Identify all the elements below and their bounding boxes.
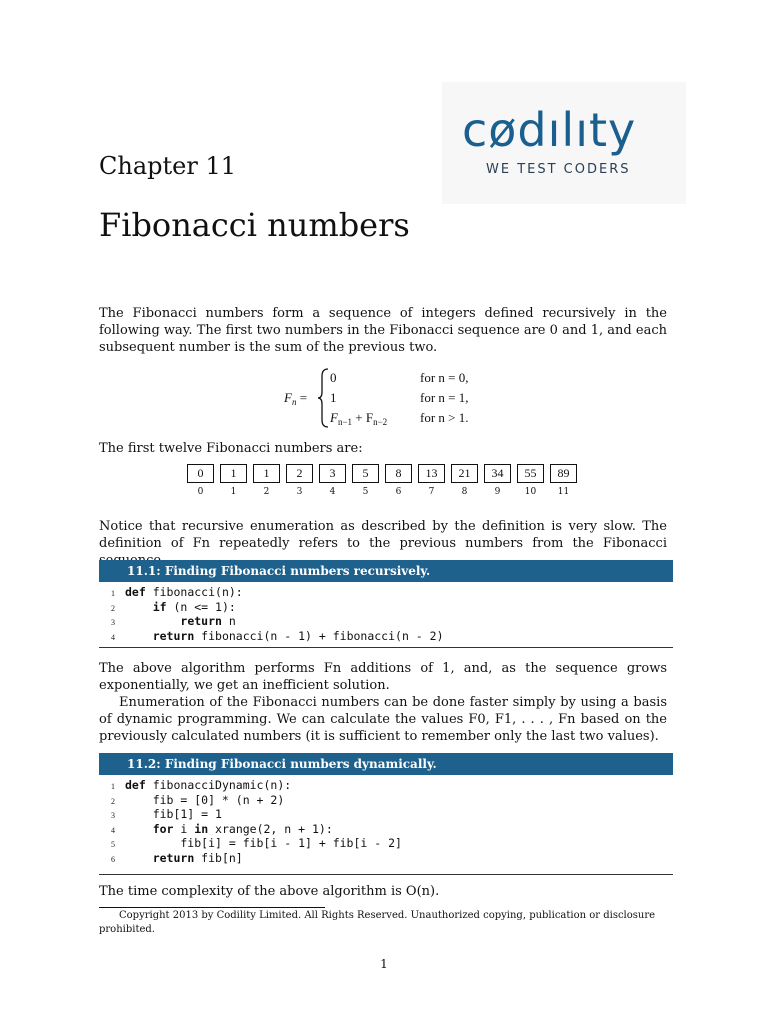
fib-cell xyxy=(187,464,214,497)
twelve-intro: The first twelve Fibonacci numbers are: xyxy=(99,441,363,456)
fib-index: 8 xyxy=(461,487,468,497)
chapter-label: Chapter 11 xyxy=(99,152,236,180)
code-text: if (n <= 1): xyxy=(152,599,236,614)
fib-index: 3 xyxy=(296,487,303,497)
case-1-value: 1 xyxy=(330,390,337,405)
line-number: 1 xyxy=(111,782,115,791)
above-paragraph: The above algorithm performs Fn additions of 1, and, as the sequence grows exponentially, we get an inefficient solution. xyxy=(99,661,667,693)
brace-icon xyxy=(318,368,330,428)
fib-index: 9 xyxy=(494,487,501,497)
fib-index: 10 xyxy=(524,487,537,497)
line-number: 3 xyxy=(111,618,115,627)
code-line xyxy=(99,793,673,808)
fib-cell xyxy=(352,464,379,497)
code-text: def fibonacciDynamic(n): xyxy=(125,778,292,792)
notice-paragraph: Notice that recursive enumeration as described by the definition is very slow. The definition of Fn repeatedly refers to the previous numbers from the Fibonacci xyxy=(99,519,667,551)
code-text: return fibonacci(n - 1) + fibonacci(n - 2) xyxy=(152,628,444,643)
page-number: 1 xyxy=(380,957,388,971)
footnote: Copyright 2013 by Codility Limited. All Rights Reserved. Unauthorized copying, publication or disclosure prohibited. xyxy=(99,910,656,935)
fib-cell xyxy=(319,464,346,497)
fib-cell xyxy=(484,464,511,497)
fib-value: 21 xyxy=(451,464,478,483)
case-2-value: $F_{n-1} + F_{n-2}$ xyxy=(330,410,388,427)
code-text: return fib[n] xyxy=(152,850,243,865)
line-number: 2 xyxy=(111,796,115,806)
fib-value: 55 xyxy=(517,464,544,483)
code-text: return n xyxy=(180,614,236,628)
line-number: 1 xyxy=(111,589,115,598)
code-line xyxy=(99,836,673,851)
fib-value: 5 xyxy=(352,464,379,483)
code-text: def fibonacci(n): xyxy=(125,585,243,599)
fib-cell xyxy=(385,464,412,497)
fib-index: 4 xyxy=(329,487,336,497)
fib-value: 34 xyxy=(484,464,511,483)
case-0-value: 0 xyxy=(330,370,337,385)
fib-value: 0 xyxy=(187,464,214,483)
line-number: 3 xyxy=(111,811,115,820)
fib-index: 6 xyxy=(395,487,402,497)
code-line xyxy=(99,629,673,644)
page-title: Fibonacci numbers xyxy=(99,206,410,244)
complexity-paragraph: The time complexity of the above algorithm is O(n). xyxy=(99,884,440,899)
fib-cell xyxy=(517,464,544,497)
logo-wordmark: cødılıty xyxy=(462,103,637,157)
logo-tagline: WE TEST CODERS xyxy=(486,162,631,177)
line-number: 4 xyxy=(111,825,115,835)
code-line xyxy=(99,778,673,793)
code-text: fib[1] = 1 xyxy=(125,807,222,821)
intro-paragraph: The Fibonacci numbers form a sequence of integers defined recursively in the following way. The first two numbers in the Fibonacci sequence are 0 and 1, and each subsequent number is the sum of the previous two. xyxy=(99,306,667,355)
fib-cell xyxy=(253,464,280,497)
code-line xyxy=(99,585,673,600)
fibonacci-cells xyxy=(187,464,577,497)
code-block-1 xyxy=(99,585,673,648)
line-number: 4 xyxy=(111,632,115,642)
equation-lhs: $F_n$ = xyxy=(284,390,308,407)
code-title-2: 11.2: Finding Fibonacci numbers dynamically. xyxy=(99,753,673,775)
line-number: 6 xyxy=(111,854,115,864)
fib-index: 1 xyxy=(230,487,237,497)
fib-cell xyxy=(418,464,445,497)
case-0-condition: for n = 0, xyxy=(420,370,469,385)
code-text: for i in xrange(2, n + 1): xyxy=(152,821,333,836)
fib-cell xyxy=(220,464,247,497)
fib-value: 2 xyxy=(286,464,313,483)
fib-index: 7 xyxy=(428,487,435,497)
code-line xyxy=(99,851,673,866)
line-number: 2 xyxy=(111,603,115,613)
fib-value: 1 xyxy=(220,464,247,483)
fib-index: 5 xyxy=(362,487,369,497)
code-title-1: 11.1: Finding Fibonacci numbers recursively. xyxy=(99,560,673,582)
case-2-condition: for n > 1. xyxy=(420,410,469,425)
fib-index: 11 xyxy=(557,487,570,497)
fib-index: 0 xyxy=(197,487,204,497)
fib-value: 1 xyxy=(253,464,280,483)
code-line xyxy=(99,807,673,822)
footnote-rule xyxy=(99,907,325,908)
fib-value: 89 xyxy=(550,464,577,483)
fib-value: 3 xyxy=(319,464,346,483)
code-block-2 xyxy=(99,778,673,875)
fib-index: 2 xyxy=(263,487,270,497)
fib-cell xyxy=(550,464,577,497)
code-line xyxy=(99,600,673,615)
case-1-condition: for n = 1, xyxy=(420,390,469,405)
enumeration-paragraph: Enumeration of the Fibonacci numbers can be done faster simply by using a basis of dynamic programming. We can calculate the values F0, F1, . . . , Fn based on the previously calculated numbers (it is sufficient to remember only the last two values). xyxy=(99,695,667,744)
fib-value: 13 xyxy=(418,464,445,483)
code-text: fib[i] = fib[i - 1] + fib[i - 2] xyxy=(125,836,402,850)
fib-cell xyxy=(451,464,478,497)
fib-cell xyxy=(286,464,313,497)
line-number: 5 xyxy=(111,840,115,849)
fib-value: 8 xyxy=(385,464,412,483)
code-text: fib = [0] * (n + 2) xyxy=(125,792,285,807)
code-line xyxy=(99,614,673,629)
code-line xyxy=(99,822,673,837)
